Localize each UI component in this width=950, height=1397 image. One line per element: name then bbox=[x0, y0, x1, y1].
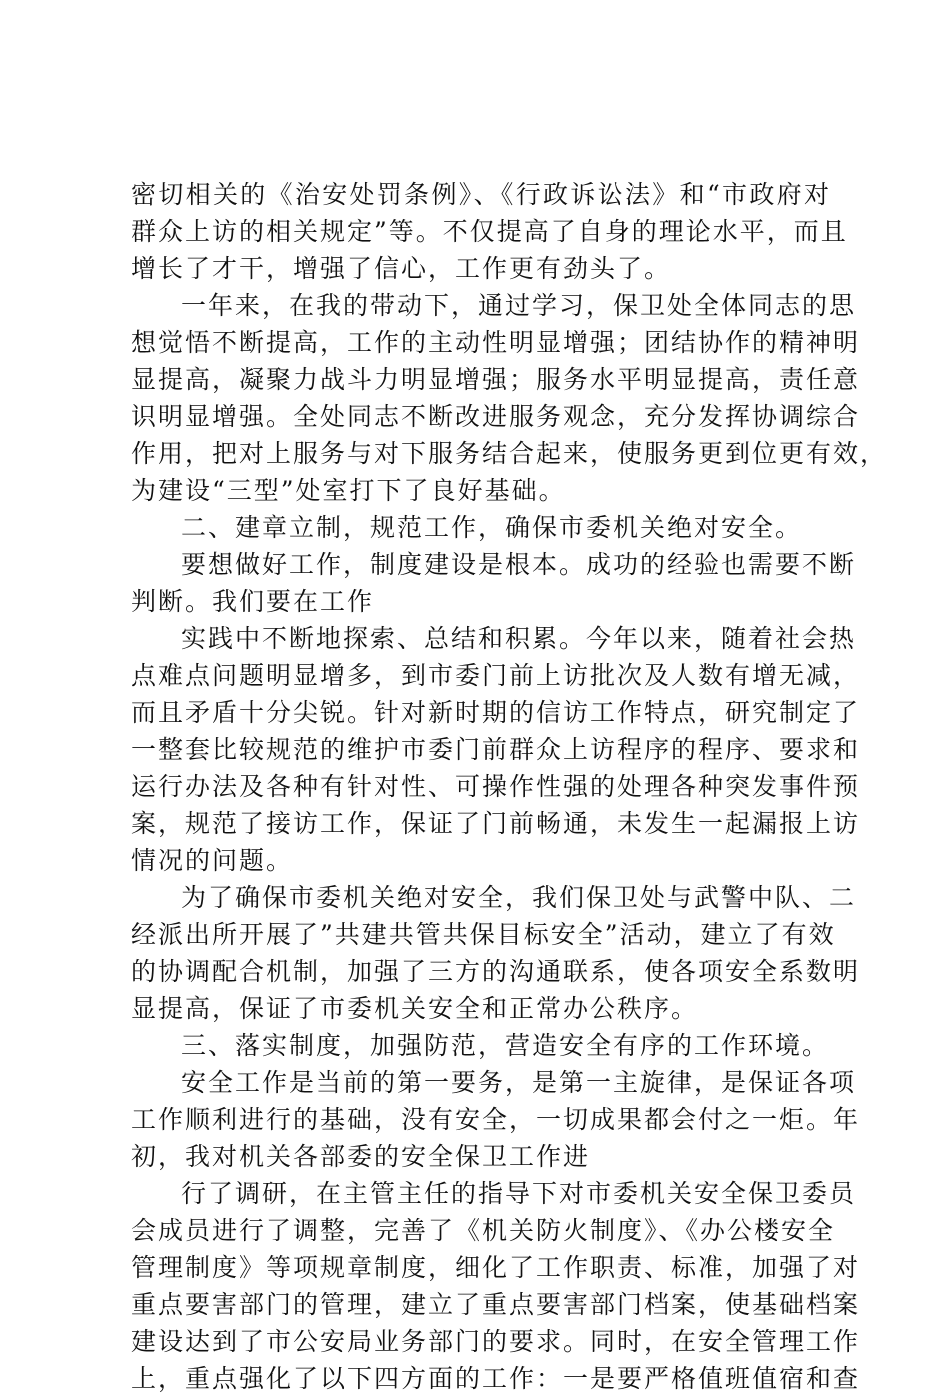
text-line: 上，重点强化了以下四方面的工作：一是要严格值班值宿和查 bbox=[131, 1364, 861, 1393]
paragraph-first-line: 要想做好工作，制度建设是根本。成功的经验也需要不断 bbox=[181, 550, 857, 579]
paragraph-first-line: 一年来，在我的带动下，通过学习，保卫处全体同志的思 bbox=[181, 291, 857, 320]
paragraph-first-line: 安全工作是当前的第一要务，是第一主旋律，是保证各项 bbox=[181, 1068, 857, 1097]
text-line: 增长了才干，增强了信心，工作更有劲头了。 bbox=[131, 254, 672, 283]
section-heading: 三、落实制度，加强防范，营造安全有序的工作环境。 bbox=[181, 1031, 830, 1060]
text-line: 想觉悟不断提高，工作的主动性明显增强；团结协作的精神明 bbox=[131, 328, 861, 357]
text-line: 判断。我们要在工作 bbox=[131, 587, 375, 616]
text-line: 建设达到了市公安局业务部门的要求。同时，在安全管理工作 bbox=[131, 1327, 861, 1356]
text-line: 的协调配合机制，加强了三方的沟通联系，使各项安全系数明 bbox=[131, 957, 861, 986]
text-line: 会成员进行了调整，完善了《机关防火制度》、《办公楼安全 bbox=[131, 1216, 836, 1245]
paragraph-first-line: 实践中不断地探索、总结和积累。今年以来，随着社会热 bbox=[181, 624, 857, 653]
text-line: 运行办法及各种有针对性、可操作性强的处理各种突发事件预 bbox=[131, 772, 861, 801]
text-line: 情况的问题。 bbox=[131, 846, 294, 875]
paragraph-first-line: 行了调研，在主管主任的指导下对市委机关安全保卫委员 bbox=[181, 1179, 857, 1208]
text-line: 作用，把对上服务与对下服务结合起来，使服务更到位更有效， bbox=[131, 439, 888, 468]
section-heading: 二、建章立制，规范工作，确保市委机关绝对安全。 bbox=[181, 513, 803, 542]
text-line: 重点要害部门的管理，建立了重点要害部门档案，使基础档案 bbox=[131, 1290, 861, 1319]
text-line: 经派出所开展了”共建共管共保目标安全”活动，建立了有效 bbox=[131, 920, 836, 949]
text-line: 显提高，保证了市委机关安全和正常办公秩序。 bbox=[131, 994, 699, 1023]
text-line: 案，规范了接访工作，保证了门前畅通，未发生一起漏报上访 bbox=[131, 809, 861, 838]
text-line: 点难点问题明显增多，到市委门前上访批次及人数有增无减， bbox=[131, 661, 861, 690]
text-line: 识明显增强。全处同志不断改进服务观念，充分发挥协调综合 bbox=[131, 402, 861, 431]
text-line: 而且矛盾十分尖锐。针对新时期的信访工作特点，研究制定了 bbox=[131, 698, 861, 727]
document-body bbox=[131, 176, 888, 1397]
text-line: 一整套比较规范的维护市委门前群众上访程序的程序、要求和 bbox=[131, 735, 861, 764]
paragraph-first-line: 为了确保市委机关绝对安全，我们保卫处与武警中队、二 bbox=[181, 883, 857, 912]
text-line: 密切相关的《治安处罚条例》、《行政诉讼法》和“市政府对 bbox=[131, 180, 831, 209]
text-line: 群众上访的相关规定”等。不仅提高了自身的理论水平，而且 bbox=[131, 217, 848, 246]
text-line: 初，我对机关各部委的安全保卫工作进 bbox=[131, 1142, 591, 1171]
text-line: 为建设“三型”处室打下了良好基础。 bbox=[131, 476, 566, 505]
text-line: 工作顺利进行的基础，没有安全，一切成果都会付之一炬。年 bbox=[131, 1105, 861, 1134]
text-line: 显提高，凝聚力战斗力明显增强；服务水平明显提高，责任意 bbox=[131, 365, 861, 394]
text-line: 管理制度》等项规章制度，细化了工作职责、标准，加强了对 bbox=[131, 1253, 861, 1282]
